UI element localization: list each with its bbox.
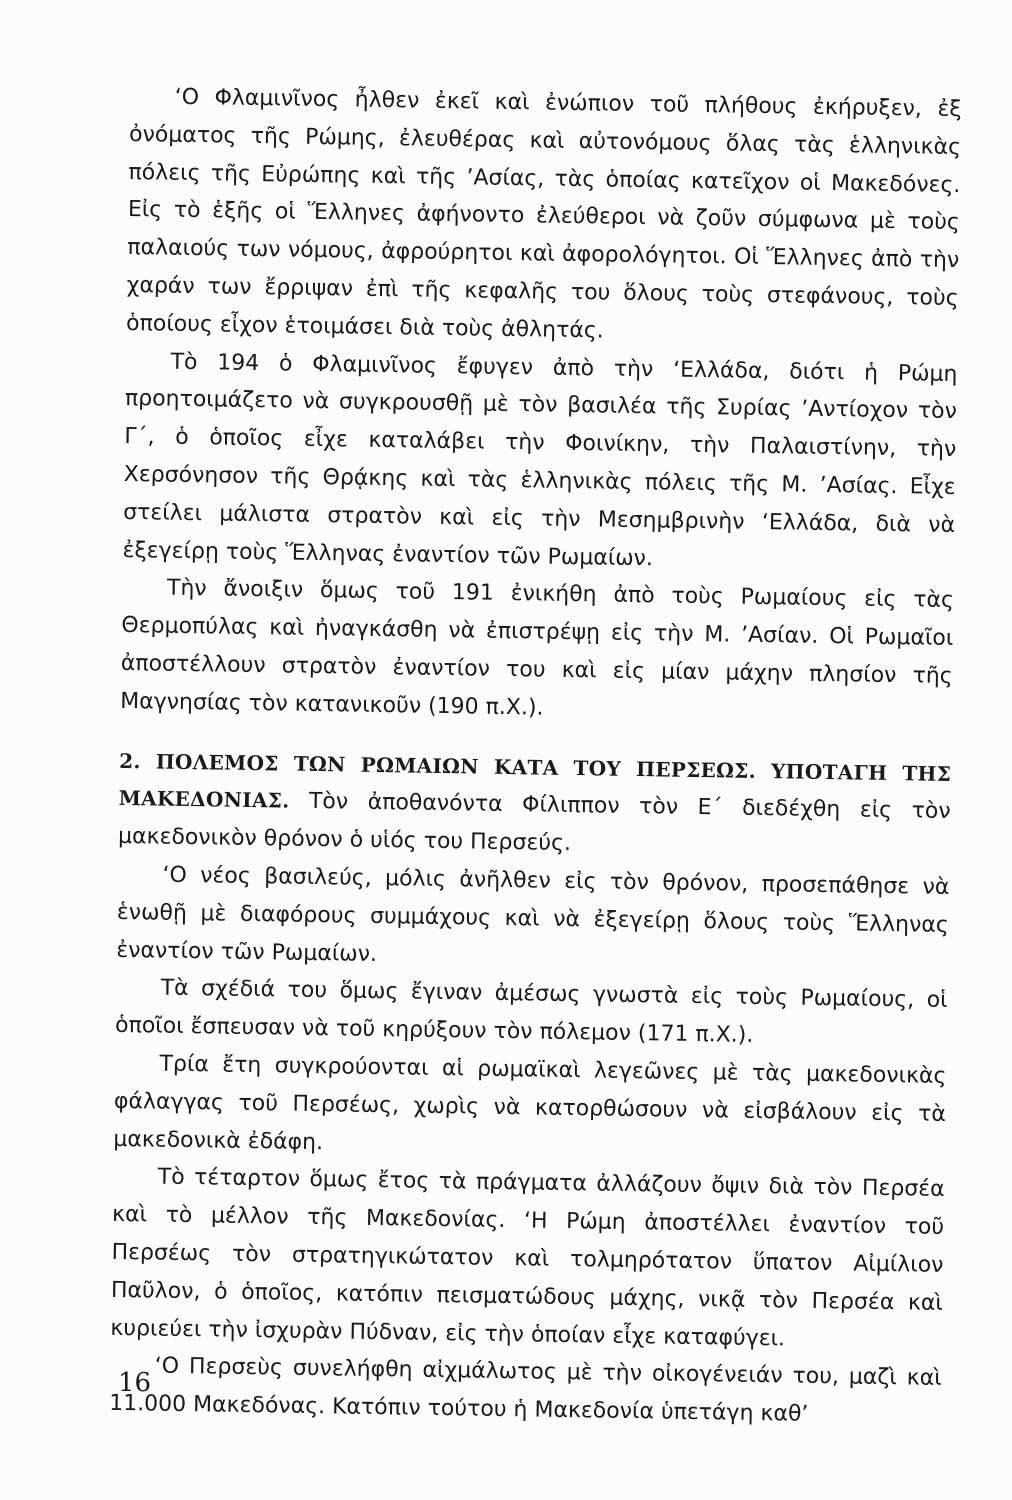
paragraph-new-king: ‘Ο νέος βασιλεύς, μόλις ἀνῆλθεν εἰς τὸν θρόνον, προσεπάθησε νὰ ἑνωθῇ μὲ διαφόρους συμμάχους καὶ νὰ ἐξεγείρῃ ὅλους τοὺς Ἕλληνας ἐναντίον τῶν Ρωμαίων.: [116, 862, 950, 967]
page-number: 16: [118, 1368, 152, 1398]
paragraph-war-declared: Τὰ σχέδιά του ὅμως ἔγιναν ἀμέσως γνωστὰ εἰς τοὺς Ρωμαίους, οἱ ὁποῖοι ἔσπευσαν νὰ τοῦ κηρύξουν τὸν πόλεμον (171 π.Χ.).: [114, 975, 948, 1049]
paragraph-antiochus: Τὸ 194 ὁ Φλαμινῖνος ἔφυγεν ἀπὸ τὴν ‘Ελλάδα, διότι ἡ Ρώμη προητοιμάζετο νὰ συγκρουσθῇ μὲ τὸν βασιλέα τῆς Συρίας ’Αντίοχον τὸν Γ΄, ὁ ὁποῖος εἶχε καταλάβει τὴν Φοινίκην, τὴν Παλαιστίνην, τὴν Χερσόνησον τῆς Θρᾴκης καὶ τὰς ἑλληνικὰς πόλεις τῆς Μ. ’Ασίας. Εἶχε στείλει μάλιστα στρατὸν καὶ εἰς τὴν Μεσημβρινὴν ‘Ελλάδα, διὰ νὰ ἐξεγείρῃ τοὺς Ἕλληνας ἐναντίον τῶν Ρωμαίων.: [122, 349, 958, 571]
paragraph-flamininus-proclamation: ‘Ο Φλαμινῖνος ἦλθεν ἐκεῖ καὶ ἐνώπιον τοῦ πλήθους ἐκήρυξεν, ἐξ ὀνόματος τῆς Ρώμης, ἐλευθέρας καὶ αὐτονόμους ὅλας τὰς ἑλληνικὰς πόλεις τῆς Εὐρώπης καὶ τῆς ’Ασίας, τὰς ὁποίας κατεῖχον οἱ Μακεδόνες. Εἰς τὸ ἑξῆς οἱ Ἕλληνες ἀφήνοντο ἐλεύθεροι νὰ ζοῦν σύμφωνα μὲ τοὺς παλαιούς των νόμους, ἀφρούρητοι καὶ ἀφορολόγητοι. Οἱ Ἕλληνες ἀπὸ τὴν χαράν των ἔρριψαν ἐπὶ τῆς κεφαλῆς του ὅλους τοὺς στεφάνους, τοὺς ὁποίους εἶχον ἑτοιμάσει διὰ τοὺς ἀθλητάς.: [125, 84, 962, 344]
paragraph-magnesia: Τὴν ἄνοιξιν ὅμως τοῦ 191 ἐνικήθη ἀπὸ τοὺς Ρωμαίους εἰς τὰς Θερμοπύλας καὶ ἠναγκάσθη νὰ ἐπιστρέψῃ εἰς τὴν Μ. ’Ασίαν. Οἱ Ρωμαῖοι ἀποστέλλουν στρατὸν ἐναντίον του καὶ εἰς μίαν μάχην πλησίον τῆς Μαγνησίας τὸν κατανικοῦν (190 π.Χ.).: [120, 576, 955, 721]
paragraph-perseus-captured: ‘Ο Περσεὺς συνελήφθη αἰχμάλωτος μὲ τὴν οἰκογένειάν του, μαζὶ καὶ 11.000 Μακεδόνας. Κατόπιν τούτου ἡ Μακεδονία ὑπετάγη καθ’: [108, 1353, 942, 1427]
body-text: [109, 78, 962, 1436]
paragraph-aemilius-paulus: Τὸ τέταρτον ὅμως ἔτος τὰ πράγματα ἀλλάζουν ὄψιν διὰ τὸν Περσέα καὶ τὸ μέλλον τῆς Μακεδονίας. ‘Η Ρώμη ἀποστέλλει ἐναντίον τοῦ Περσέως τὸν στρατηγικώτατον καὶ τολμηρότατον ὕπατον Αἰμίλιον Παῦλον, ὁ ὁποῖος, κατόπιν πεισματώδους μάχης, νικᾷ τὸν Περσέα καὶ κυριεύει τὴν ἰσχυρὰν Πύδναν, εἰς τὴν ὁποίαν εἶχε καταφύγει.: [110, 1164, 945, 1351]
section-title: 2. ΠΟΛΕΜΟΣ ΤΩΝ ΡΩΜΑΙΩΝ ΚΑΤΑ ΤΟΥ ΠΕΡΣΕΩΣ. ΥΠΟΤΑΓΗ ΤΗΣ ΜΑΚΕΔΟΝΙΑΣ.: [118, 748, 952, 813]
section-heading-block: [118, 742, 952, 868]
paragraph-three-years: Τρία ἔτη συγκρούονται αἱ ρωμαϊκαὶ λεγεῶνες μὲ τὰς μακεδονικὰς φάλαγγας τοῦ Περσέως, χωρὶς νὰ κατορθώσουν νὰ εἰσβάλουν εἰς τὰ μακεδονικὰ ἐδάφη.: [113, 1051, 947, 1155]
section-lead-text: Τὸν ἀποθανόντα Φίλιππον τὸν Ε΄ διεδέχθη εἰς τὸν μακεδονικὸν θρόνον ὁ υἱός του Περσεύς.: [117, 789, 951, 857]
